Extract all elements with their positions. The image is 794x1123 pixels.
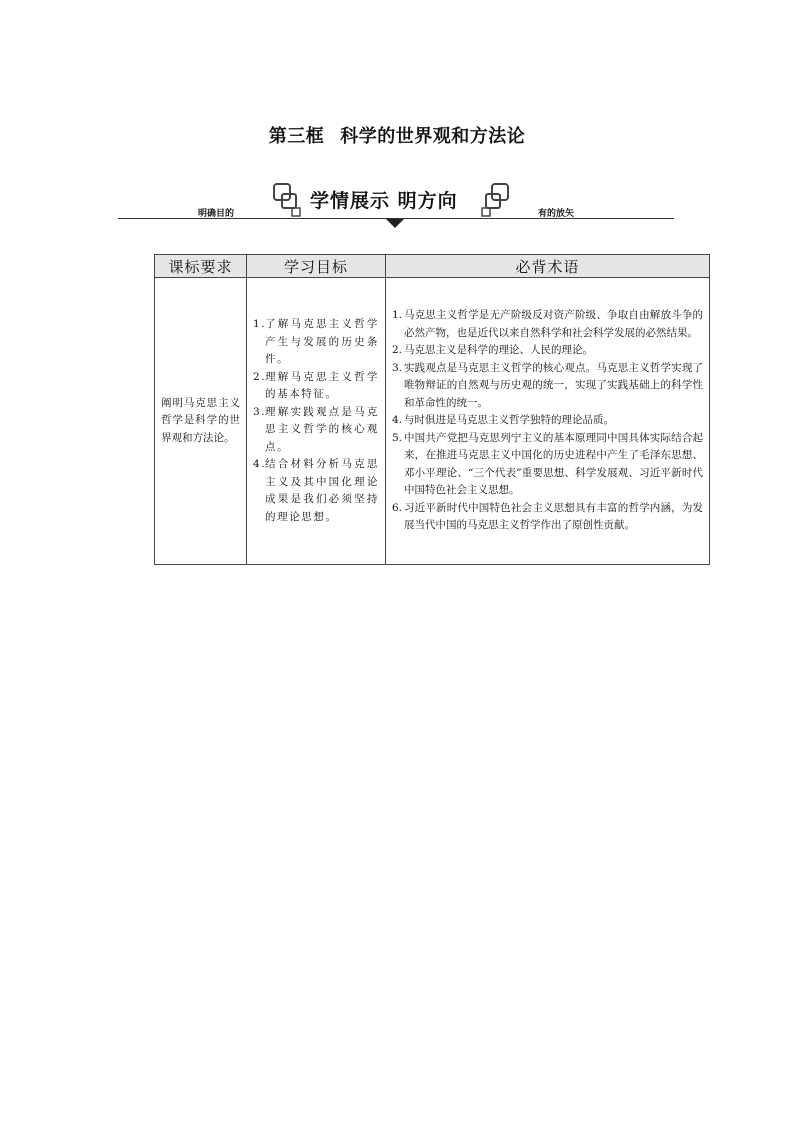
table-header-row — [155, 255, 710, 278]
item-number: 6. — [392, 501, 403, 514]
list-item — [392, 412, 703, 430]
item-number: 3. — [253, 405, 267, 418]
item-number: 4. — [253, 458, 267, 470]
item-text: 了解马克思主义哲学产生与发展的历史条件。 — [265, 318, 379, 365]
lesson-title-part1: 第三框 — [268, 126, 325, 147]
item-text: 理解实践观点是马克思主义哲学的核心观点。 — [265, 405, 379, 453]
header-objectives: 学习目标 — [247, 255, 386, 278]
list-item — [253, 316, 379, 369]
item-text: 结合材料分析马克思主义及其中国化理论成果是我们必须坚持的理论思想。 — [265, 458, 379, 523]
banner-right-caption: 有的放矢 — [538, 209, 575, 219]
item-text: 马克思主义是科学的理论、人民的理论。 — [404, 344, 593, 357]
item-number: 2. — [253, 370, 267, 383]
item-text: 实践观点是马克思主义哲学的核心观点。马克思主义哲学实现了唯物辩证的自然观与历史观的统一，实现了实践基础上的科学性和革命性的统一。 — [404, 361, 703, 409]
list-item — [253, 369, 379, 404]
list-item — [392, 430, 703, 500]
list-item — [392, 500, 703, 535]
banner-heading: 学情展示 明方向 — [310, 190, 458, 212]
section-banner — [118, 180, 674, 232]
item-text: 习近平新时代中国特色社会主义思想具有丰富的哲学内涵，为发展当代中国的马克思主义哲学作出了原创性贡献。 — [404, 501, 703, 532]
squares-decoration-icon — [272, 182, 304, 222]
terms-cell — [386, 278, 710, 565]
banner-left-caption: 明确目的 — [198, 209, 235, 219]
list-item — [253, 456, 379, 526]
terms-list — [392, 307, 703, 535]
list-item — [392, 342, 703, 360]
list-item — [392, 360, 703, 413]
header-terms: 必背术语 — [386, 255, 710, 278]
item-number: 2. — [392, 344, 403, 357]
table-row — [155, 278, 710, 565]
item-number: 4. — [392, 414, 403, 427]
banner-pointer-icon — [386, 219, 404, 228]
lesson-title — [0, 122, 794, 148]
item-text: 中国共产党把马克思列宁主义的基本原理同中国具体实际结合起来，在推进马克思主义中国化的历史进程中产生了毛泽东思想、邓小平理论、“三个代表”重要思想、科学发展观、习近平新时代中国特色社会主义思想。 — [404, 431, 703, 497]
list-item — [253, 404, 379, 457]
item-text: 理解马克思主义哲学的基本特征。 — [265, 370, 379, 400]
item-text: 与时俱进是马克思主义哲学独特的理论品质。 — [404, 414, 614, 427]
list-item — [392, 307, 703, 342]
squares-decoration-icon — [480, 182, 512, 222]
item-number: 1. — [392, 309, 403, 322]
lesson-title-part2: 科学的世界观和方法论 — [340, 126, 526, 147]
item-number: 5. — [392, 431, 403, 444]
item-number: 3. — [392, 361, 403, 374]
objectives-list — [253, 316, 379, 526]
objectives-cell — [247, 278, 386, 565]
learning-goals-table — [154, 254, 710, 565]
item-number: 1. — [253, 318, 267, 330]
item-text: 马克思主义哲学是无产阶级反对资产阶级、争取自由解放斗争的必然产物，也是近代以来自然科学和社会科学发展的必然结果。 — [404, 309, 703, 339]
header-standard: 课标要求 — [155, 255, 247, 278]
standard-cell: 阐明马克思主义哲学是科学的世界观和方法论。 — [155, 278, 247, 565]
